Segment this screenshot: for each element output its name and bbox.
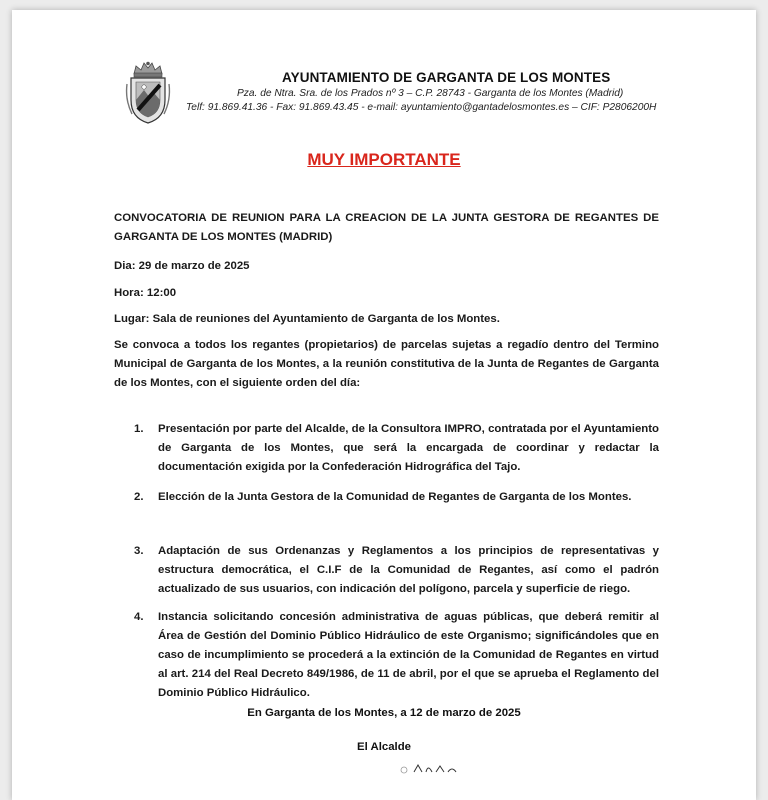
agenda-item-number: 3. [134, 545, 144, 557]
important-heading: MUY IMPORTANTE [307, 150, 461, 169]
signature-fragment-icon [400, 762, 460, 774]
document-page [12, 10, 756, 800]
municipality-address: Pza. de Ntra. Sra. de los Prados nº 3 – C.P. 28743 - Garganta de los Montes (Madrid) [237, 88, 624, 99]
meeting-time: Hora: 12:00 [114, 287, 177, 299]
agenda-item-number: 2. [134, 491, 144, 503]
municipality-title: AYUNTAMIENTO DE GARGANTA DE LOS MONTES [282, 70, 611, 85]
meeting-place: Lugar: Sala de reuniones del Ayuntamiento de Garganta de los Montes. [114, 313, 500, 325]
agenda-item-text: Instancia solicitando concesión administrativa de aguas públicas, que deberá remitir al Área de Gestión del Dominio Público Hidráulico de este Organismo; significándoles que en caso de incumplimiento se procederá a la extinción de la Comunidad de Regantes en virtud al art. 214 del Real Decreto 849/1986, de 11 de abril, por el que se aprueba el Reglamento del Dominio Público Hidráulico. [158, 611, 659, 699]
closing-place-date: En Garganta de los Montes, a 12 de marzo de 2025 [247, 707, 521, 719]
agenda-item-number: 1. [134, 423, 144, 435]
agenda-item-number: 4. [134, 611, 144, 623]
agenda-item-text: Adaptación de sus Ordenanzas y Reglamentos a los principios de representativas y estructura democrática, el C.I.F de la Comunidad de Regantes, así como el padrón actualizado de sus usuarios, con indicación del polígono, parcela y superficie de riego. [158, 545, 659, 595]
agenda-item-text: Elección de la Junta Gestora de la Comunidad de Regantes de Garganta de los Montes. [158, 491, 632, 503]
signer-title: El Alcalde [356, 741, 412, 753]
meeting-date: Dia: 29 de marzo de 2025 [114, 260, 250, 272]
municipality-contact: Telf: 91.869.41.36 - Fax: 91.869.43.45 - e-mail: ayuntamiento@gantadelosmontes.es – CIF: P2806200H [186, 102, 657, 113]
intro-paragraph: Se convoca a todos los regantes (propietarios) de parcelas sujetas a regadío dentro del Termino Municipal de Garganta de los Montes, a la reunión constitutiva de la Junta de Regantes de Garganta de los Montes, con el siguiente orden del día: [114, 339, 659, 389]
agenda-item-text: Presentación por parte del Alcalde, de la Consultora IMPRO, contratada por el Ayuntamiento de Garganta de los Montes, que será la encargada de coordinar y redactar la documentación exigida por la Confederación Hidrográfica del Tajo. [158, 423, 659, 473]
coat-of-arms-icon [124, 60, 172, 126]
convocatoria-title: CONVOCATORIA DE REUNION PARA LA CREACION DE LA JUNTA GESTORA DE REGANTES DE GARGANTA DE LOS MONTES (MADRID) [114, 212, 659, 243]
